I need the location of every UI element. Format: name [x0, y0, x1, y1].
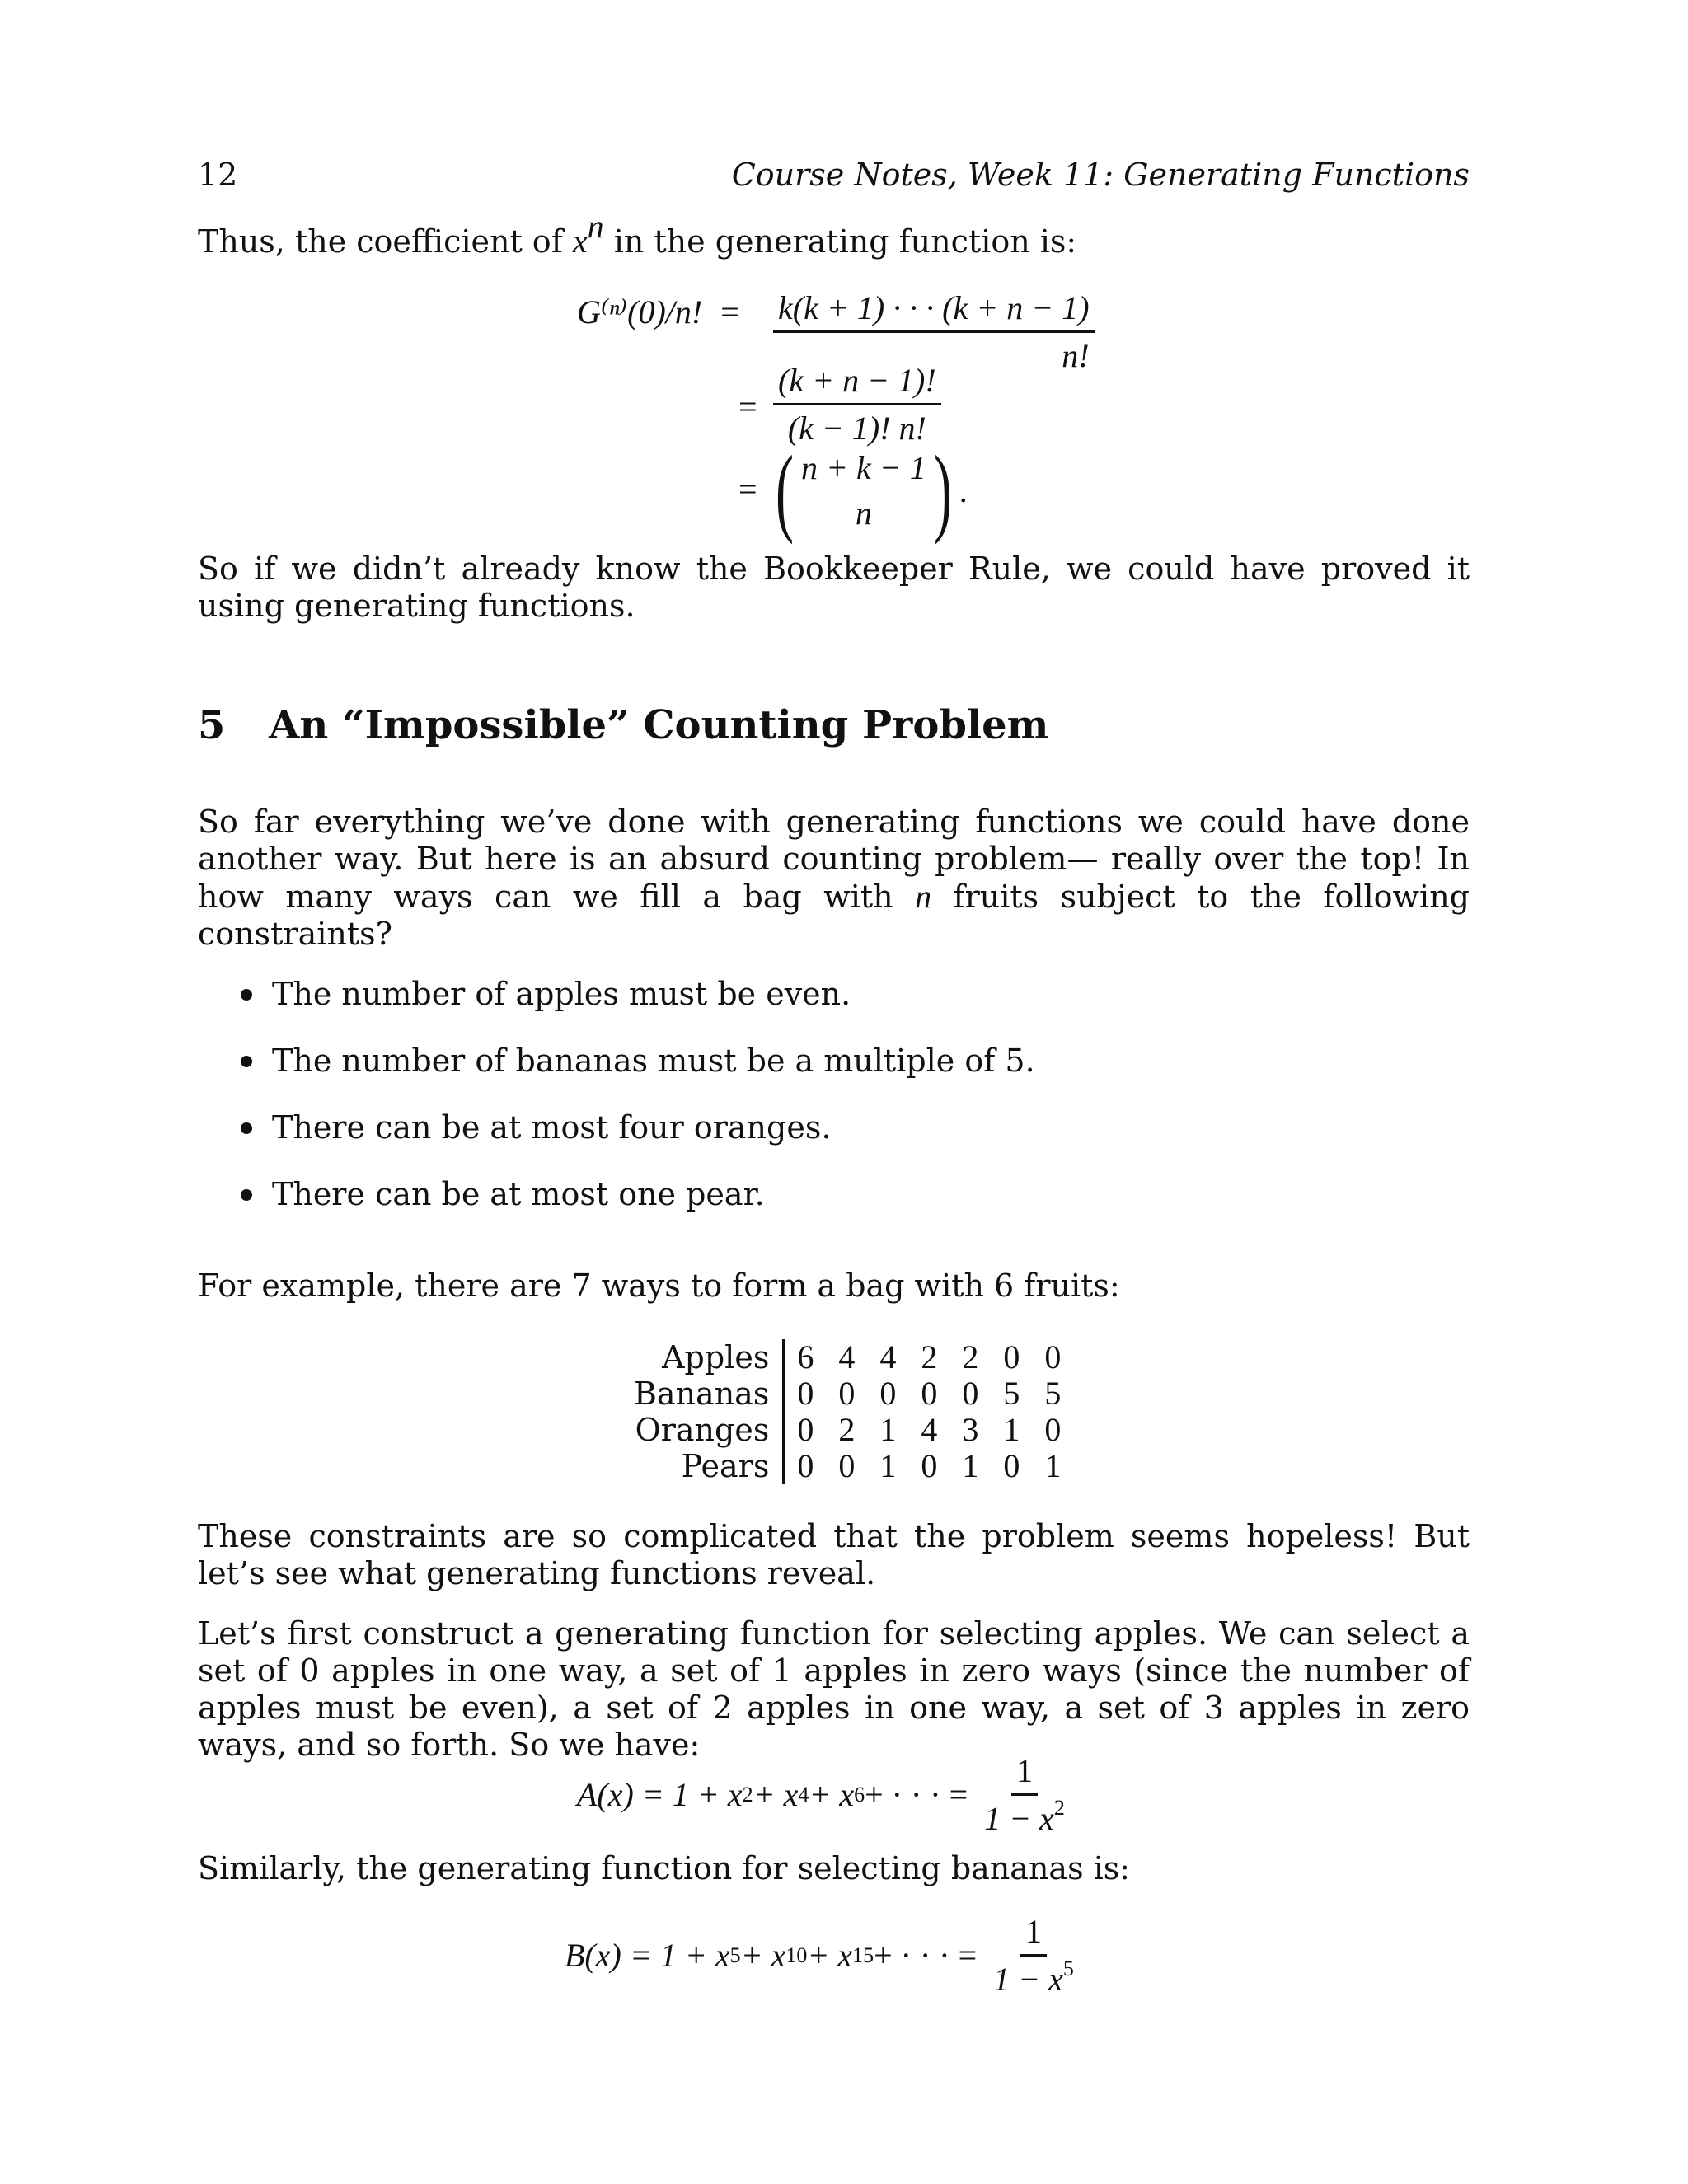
- table-cell: 0: [1003, 1338, 1020, 1376]
- derivation-lhs: [577, 293, 739, 331]
- eqB-tail: + · · · =: [874, 1937, 978, 1974]
- table-cell: 5: [1003, 1375, 1020, 1412]
- eqA-denominator: 1 − x: [984, 1800, 1054, 1837]
- fruit-table-wrap: [626, 1339, 1073, 1484]
- right-paren: ): [933, 435, 952, 545]
- row-label: Apples: [626, 1339, 784, 1376]
- binomial: [768, 435, 968, 545]
- intro-after: in the generating function is:: [603, 223, 1077, 260]
- table-cell: 2: [962, 1338, 979, 1376]
- eqA-lhs: A(x) = 1 + x: [577, 1776, 743, 1813]
- constraint-item: There can be at most four oranges.: [272, 1109, 832, 1146]
- binom-bottom: n: [855, 494, 872, 532]
- intro-line: [198, 208, 1077, 260]
- step2-numerator: (k + n − 1)!: [773, 361, 941, 405]
- table-cell: 3: [962, 1411, 979, 1448]
- step2-denominator: (k − 1)! n!: [787, 410, 926, 447]
- table-cell: 0: [1044, 1411, 1062, 1448]
- table-cell: 1: [879, 1411, 897, 1448]
- equation-bananas: B(x) = 1 + x 5 + x 10 + x 15 + · · · = $\frac{1}{1 - x^5}$: [565, 1913, 1074, 1998]
- table-cell: 0: [1003, 1447, 1020, 1484]
- row-label: Oranges: [626, 1412, 784, 1448]
- eqA-den-sup: 2: [1053, 1796, 1065, 1820]
- table-cell: 0: [1044, 1338, 1062, 1376]
- table-row: [626, 1339, 1073, 1376]
- intro-var: x: [572, 223, 588, 260]
- table-cell: 0: [962, 1375, 979, 1412]
- eqA-tail: + · · · =: [865, 1776, 968, 1813]
- table-cell: 4: [921, 1411, 938, 1448]
- constraint-item: There can be at most one pear.: [272, 1176, 765, 1212]
- table-cell: 5: [1044, 1375, 1062, 1412]
- page-number: 12: [198, 157, 238, 193]
- derivation-step3: [768, 435, 968, 545]
- table-cell: 0: [921, 1375, 938, 1412]
- eqB-mid2: + x: [807, 1937, 853, 1974]
- table-cell: 1: [1044, 1447, 1062, 1484]
- eq-sign-1: =: [720, 293, 739, 330]
- constraint-item: The number of bananas must be a multiple of 5.: [272, 1043, 1035, 1079]
- eqA-numerator: 1: [1011, 1751, 1038, 1796]
- table-cell: 4: [838, 1338, 856, 1376]
- table-cell: 0: [797, 1447, 814, 1484]
- apples-paragraph: Let’s first construct a generating function for selecting apples. We can select a set of 0 apples in one way, a set of 1 apples in zero ways (since the number of apples must be even), a set of 2 apples in one way, a set of 3 apples in zero ways, and so forth. So we have:: [198, 1615, 1470, 1763]
- bullet-icon: [241, 1189, 252, 1201]
- hopeless-paragraph: These constraints are so complicated that the problem seems hopeless! But let’s see what generating functions reveal.: [198, 1518, 1470, 1591]
- bananas-line: Similarly, the generating function for selecting bananas is:: [198, 1850, 1131, 1886]
- problem-part2: fruits subject to the following constraints?: [198, 879, 1470, 952]
- eq-sign-2: =: [738, 388, 757, 425]
- example-line: For example, there are 7 ways to form a bag with 6 fruits:: [198, 1268, 1120, 1304]
- eqB-numerator: 1: [1020, 1912, 1047, 1957]
- eqB-den-sup: 5: [1062, 1957, 1074, 1980]
- binom-top: n + k − 1: [800, 449, 926, 486]
- section-number: 5: [198, 702, 226, 748]
- eqB-mid1: + x: [740, 1937, 786, 1974]
- running-title: Course Notes, Week 11: Generating Functions: [731, 157, 1470, 193]
- eqB-lhs: B(x) = 1 + x: [565, 1937, 730, 1974]
- left-paren: (: [775, 435, 794, 545]
- intro-exp: n: [587, 208, 604, 245]
- derivation-period: .: [959, 471, 968, 509]
- eqA-mid1: + x: [753, 1776, 799, 1813]
- fruit-table: [626, 1339, 1073, 1484]
- row-label: Bananas: [626, 1376, 784, 1412]
- section-heading: [198, 702, 1048, 748]
- intro-before: Thus, the coefficient of: [198, 223, 573, 260]
- equation-apples: A(x) = 1 + x 2 + x 4 + x 6 + · · · = $\frac{1}{1 - x^2}$: [577, 1752, 1065, 1837]
- table-row: [626, 1448, 1073, 1484]
- eq-sign-3: =: [738, 471, 757, 508]
- table-cell: 0: [797, 1411, 814, 1448]
- table-cell: 0: [879, 1375, 897, 1412]
- table-cell: 0: [838, 1447, 856, 1484]
- bullet-icon: [241, 989, 252, 1001]
- step1-denominator: n!: [1062, 337, 1090, 374]
- constraint-item: The number of apples must be even.: [272, 976, 851, 1012]
- table-row: [626, 1412, 1073, 1448]
- problem-paragraph: [198, 804, 1470, 953]
- derivation-step2: [773, 361, 941, 448]
- table-cell: 2: [838, 1411, 856, 1448]
- table-row: [626, 1376, 1073, 1412]
- problem-var: n: [915, 878, 932, 915]
- table-cell: 1: [962, 1447, 979, 1484]
- eqB-denominator: 1 − x: [993, 1961, 1063, 1998]
- section-title: An “Impossible” Counting Problem: [269, 702, 1049, 748]
- table-cell: 2: [921, 1338, 938, 1376]
- table-cell: 0: [921, 1447, 938, 1484]
- table-cell: 4: [879, 1338, 897, 1376]
- bullet-icon: [241, 1122, 252, 1134]
- table-cell: 0: [838, 1375, 856, 1412]
- bookkeeper-paragraph: So if we didn’t already know the Bookkeeper Rule, we could have proved it using generating functions.: [198, 551, 1470, 624]
- table-cell: 6: [797, 1338, 814, 1376]
- eqA-mid2: + x: [809, 1776, 855, 1813]
- table-cell: 1: [1003, 1411, 1020, 1448]
- row-label: Pears: [626, 1448, 784, 1484]
- derivation-lhs-text: G⁽ⁿ⁾(0)/n!: [577, 293, 703, 330]
- step1-numerator: k(k + 1) · · · (k + n − 1): [773, 288, 1095, 333]
- table-cell: 1: [879, 1447, 897, 1484]
- bullet-icon: [241, 1056, 252, 1067]
- table-cell: 0: [797, 1375, 814, 1412]
- problem-part1: So far everything we’ve done with generating functions we could have done another way. But here is an absurd counting problem— really over the top! In how many ways can we fill a bag with: [198, 804, 1470, 915]
